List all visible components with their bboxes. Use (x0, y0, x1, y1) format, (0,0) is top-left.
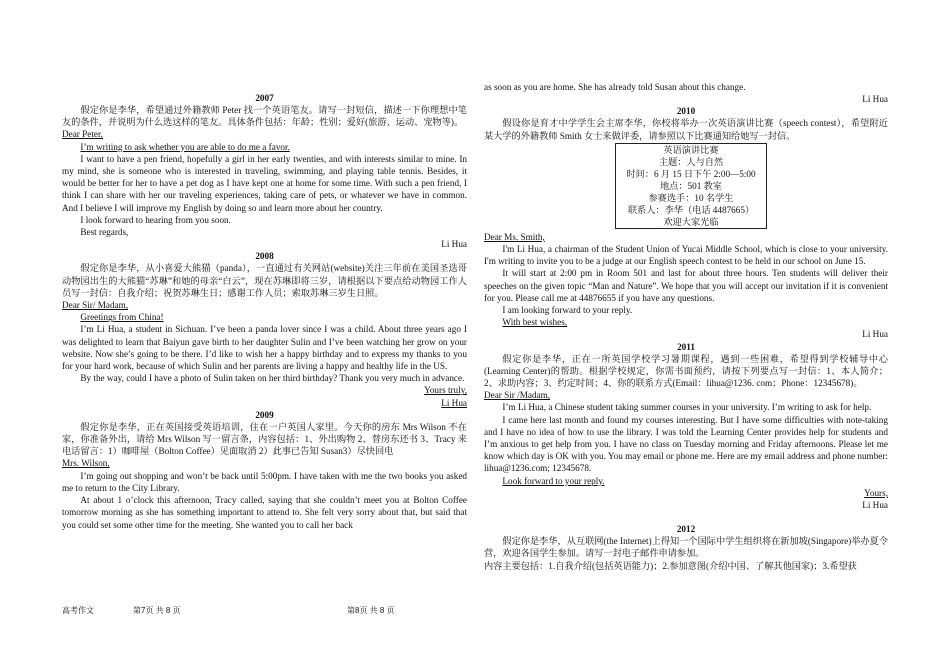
footer-page-left: 第7页 共 8 页 (133, 606, 181, 615)
year-2010-heading: 2010 (676, 106, 696, 117)
salutation-2009: Mrs. Wilson, (62, 458, 110, 469)
footer-page-right: 第8页 共 8 页 (347, 606, 395, 615)
paragraph-2007-3: I look forward to hearing from you soon. (80, 214, 231, 225)
signature-2010: Li Hua (862, 329, 888, 340)
closing-2011: Yours, (864, 487, 888, 498)
paragraph-2011-3: Look forward to your reply. (502, 475, 605, 486)
closing-2007: Best regards, (80, 227, 129, 238)
notice-place: 地点：501 教室 (659, 180, 722, 191)
notice-players: 参赛选手：10 名学生 (648, 192, 734, 203)
paragraph-2007-2: I want to have a pen friend, hopefully a girl in her early twenties, and with interests similar to mine. In my mind, she is someone who is interested in traveling, swimming, and playing table tennis. Besides, it would be better for her to have a pet dog as I have kept one at home for some time. With such a pen friend, I think I can share with her our traveling experiences, taking care of pets, or whatever we have in common. And I believe I will improve my English by doing so and learn more about her country. (62, 153, 467, 213)
paragraph-2009-1: I’m going out shopping and won’t be back until 5:00pm. I have taken with me the two books you asked me to return to the City Library. (62, 470, 467, 493)
prompt-2009: 假定你是李华，正在英国接受英语培训，住在一户英国人家里。今天你的房东 Mrs Wilson 不在家，你准备外出，请给 Mrs Wilson 写一留言条，内容包括：1、外出购物 2、替房东还书 3、Tracy 来电话留言：1）咖啡屋（Bolton Coffee）见面取消 2）此事已告知 Susan3）尽快回电 (62, 421, 467, 457)
prompt-2008: 假定你是李华，从小喜爱大熊猫（panda），一直通过有关网站(website)关注三年前在美国圣迭哥动物园出生的大熊猫“苏琳”和她的母亲“白云”，现在苏琳即将三岁，请根据以下要点给动物园工作人员写一封信：自我介绍；祝贺苏琳生日；感谢工作人员；索取苏琳三岁生日照。 (62, 263, 467, 298)
paragraph-2010-3: I am looking forward to your reply. (502, 305, 633, 316)
notice-time: 时间：6 月 15 日下午 2:00—5:00 (626, 168, 756, 179)
signature-2009: Li Hua (862, 94, 888, 105)
year-2009-heading: 2009 (255, 409, 274, 420)
prompt-2011: 假定你是李华，正在一所英国学校学习暑期课程，遇到一些困难，希望得到学校辅导中心(Learning Center)的帮助。根据学校规定，你需书面预约，请按下列要点写一封信：1、本人简介；2、求助内容；3、约定时间；4、你的联系方式(Email：lihua@1236. com；Phone：12345678)。 (484, 353, 888, 389)
signature-2011: Li Hua (862, 500, 888, 511)
salutation-2010: Dear Ms. Smith, (484, 231, 545, 242)
prompt-2007: 假定你是李华，希望通过外籍教师 Peter 找一个英语笔友。请写一封短信，描述一下你理想中笔友的条件，并说明为什么选这样的笔友。具体条件包括：年龄；性别；爱好(旅游、运动、宠物等)。 (62, 105, 467, 128)
greeting-2008: Greetings from China! (80, 312, 164, 323)
salutation-2011: Dear Sir /Madam, (484, 390, 551, 401)
notice-welcome: 欢迎大家光临 (663, 216, 719, 227)
right-page-column (484, 81, 888, 572)
signature-2007: Li Hua (441, 239, 467, 250)
paragraph-2011-1: I’m Li Hua, a Chinese student taking summer courses in your university. I’m writing to ask for help. (502, 402, 872, 413)
prompt-2010: 假设你是育才中学学生会主席李华，你校将举办一次英语演讲比赛（speech contest），希望附近某大学的外籍教师 Smith 女士来做评委，请参照以下比赛通知给她写一封信。 (484, 118, 888, 141)
paragraph-2008-1: I’m Li Hua, a student in Sichuan. I’ve been a panda lover since I was a child. About three years ago I was delighted to learn that Baiyun gave birth to her daughter Sulin and I’ve been watching her grow on your website. Now she’s going to be there. I’d like to wish her a happy birthday and to express my thanks to you for your hard work, because of which Sulin and her parents are living a happy and healthy life in the US. (62, 324, 467, 372)
year-2008-heading: 2008 (255, 251, 274, 262)
prompt-2012: 假定你是李华，从互联网(the Internet)上得知一个国际中学生组织将在新加坡(Singapore)举办夏令营，欢迎各国学生参加。请写一封电子邮件申请参加。 (484, 536, 888, 559)
paragraph-2010-2: It will start at 2:00 pm in Room 501 and last for about three hours. Ten students will deliver their speeches on the given topic “Man and Nature”. We hope that you will accept our invitation if it is convenient for you. Please call me at 44876655 if you have any questions. (484, 268, 888, 303)
paragraph-2008-2: By the way, could I have a photo of Sulin taken on her third birthday? Thank you very much in advance. (80, 373, 465, 384)
closing-2008: Yours truly, (424, 385, 467, 396)
notice-theme: 主题：人与自然 (658, 156, 724, 167)
signature-2008: Li Hua (441, 397, 467, 408)
salutation-2008: Dear Sir/ Madam, (62, 300, 129, 311)
year-2012-heading: 2012 (676, 524, 696, 535)
paragraph-2011-2: I came here last month and found my courses interesting. But I have some difficulties with note-taking and I have no idea of how to use the library. I was told the Learning Center provides help for students and I’m anxious to get help from you. I have no class on Tuesday morning and Friday afternoons. Please let me know which day is OK with you. You may email or phone me. Here are my email address and phone number: lihua@1236.com; 12345678. (484, 414, 888, 474)
continuation-2009: as soon as you are home. She has already told Susan about this change. (484, 82, 746, 92)
left-page-column (62, 92, 467, 531)
contest-notice-box (615, 143, 767, 229)
paragraph-2009-2: At about 1 o’clock this afternoon, Tracy called, saying that she couldn’t meet you at Bolton Coffee tomorrow morning as she has something important to attend to. She felt very sorry about that, but said that you could set some other time for the meeting. She wanted you to call her back (62, 495, 467, 530)
content-2012: 内容主要包括：1.自我介绍(包括英语能力)；2.参加意图(介绍中国、了解其他国家)；3.希望获 (484, 560, 857, 571)
year-2011-heading: 2011 (677, 341, 695, 352)
notice-title: 英语演讲比赛 (663, 144, 719, 155)
closing-2010: With best wishes, (502, 317, 568, 328)
paragraph-2010-1: I'm Li Hua, a chairman of the Student Union of Yucai Middle School, which is close to your university. I'm writing to invite you to be a judge at our English speech contest to be held in our school on June 15. (484, 244, 888, 267)
paragraph-2007-1: I’m writing to ask whether you are able to do me a favor. (80, 141, 290, 152)
salutation-2007: Dear Peter, (62, 129, 103, 140)
footer-doc-title: 高考作文 (62, 606, 94, 615)
year-2007-heading: 2007 (255, 93, 274, 103)
notice-contact: 联系人：李华（电话 4487665） (627, 204, 755, 215)
